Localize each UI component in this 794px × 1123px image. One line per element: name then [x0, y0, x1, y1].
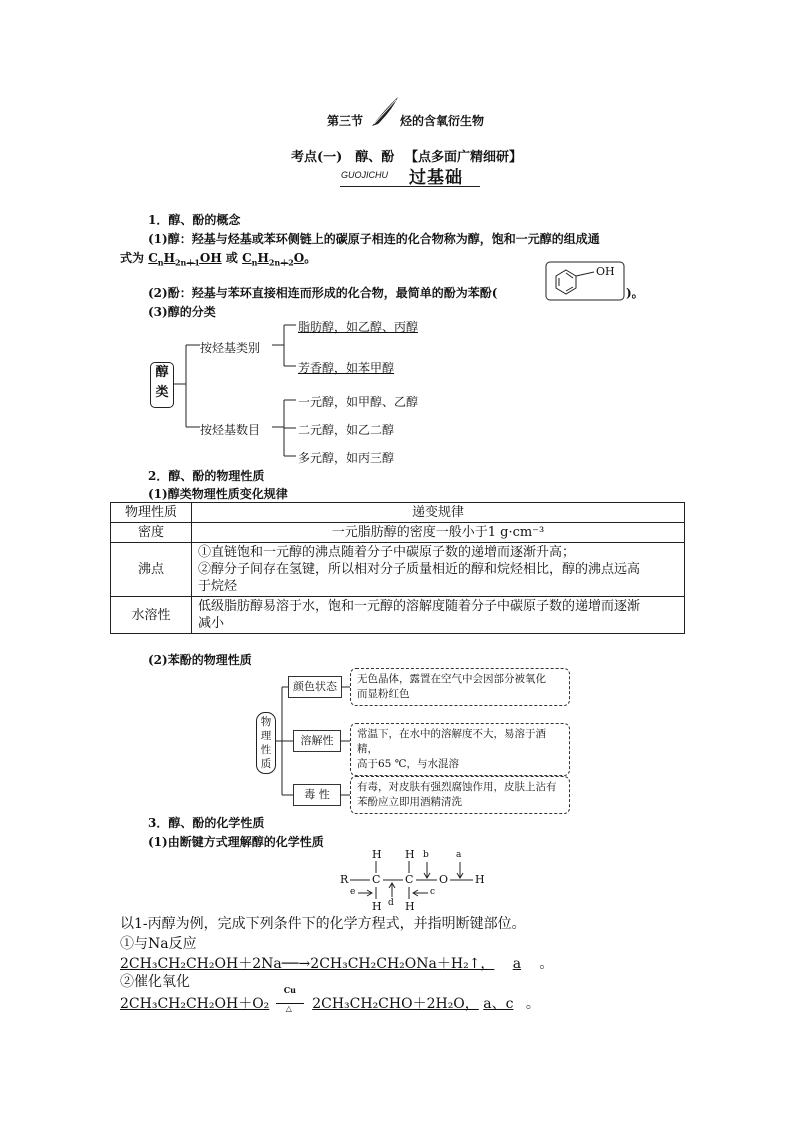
s3-sub1: (1)由断键方式理解醇的化学性质 [148, 835, 324, 849]
table-cell: 沸点 [111, 543, 192, 597]
s1-p1b: 式为 $C_nH_{2n+1}OH$ 或 $C_nH_{2n+2}O$。 [120, 251, 317, 268]
bond-label-e: e [350, 887, 356, 897]
tree-leaf-aromatic: 芳香醇，如苯甲醇 [298, 361, 395, 375]
header-rule [340, 186, 480, 187]
tree-leaf-poly: 多元醇，如丙三醇 [298, 451, 395, 465]
reaction1-label: ①与Na反应 [120, 936, 197, 952]
phenol-key-color: 颜色状态 [288, 676, 342, 698]
phenol-oh-label: OH [596, 265, 615, 278]
s1-p2: (2)酚：羟基与苯环直接相连而形成的化合物，最简单的酚为苯酚( [148, 286, 498, 300]
s3-heading: 3．醇、酚的化学性质 [148, 816, 265, 830]
tree-leaf-mono: 一元醇，如甲醇、乙醇 [298, 395, 419, 409]
section-number: 第三节 [327, 114, 364, 128]
struct-h-bot2: H [405, 900, 415, 913]
struct-h-bot1: H [372, 900, 382, 913]
table-row [111, 523, 685, 543]
struct-o: O [439, 873, 449, 886]
tree-leaf-aliphatic: 脂肪醇，如乙醇、丙醇 [298, 320, 419, 334]
formula-alcohol-o: $C_nH_{2n+2}O$ [242, 251, 305, 268]
table-header-cell: 递变规律 [192, 503, 685, 523]
s2-sub1: (1)醇类物理性质变化规律 [148, 487, 288, 501]
phenol-value-toxicity: 有毒，对皮肤有强烈腐蚀作用，皮肤上沾有 苯酚应立即用酒精清洗 [350, 776, 570, 814]
table-row [111, 543, 685, 597]
phenol-key-toxicity: 毒 性 [293, 784, 341, 806]
reaction-arrow: Cu △ [274, 997, 308, 1011]
table-cell: ①直链饱和一元醇的沸点随着分子中碳原子数的递增而逐渐升高； ②醇分子间存在氢键，所以相对分子质量相近的醇和烷烃相比，醇的沸点远高 于烷烃 [192, 543, 685, 597]
bond-label-c: c [430, 887, 436, 897]
phenol-value-color: 无色晶体，露置在空气中会因部分被氧化 而显粉红色 [350, 668, 570, 706]
pinyin-label: GUOJICHU [341, 170, 388, 180]
struct-h-o: H [475, 873, 485, 886]
reaction1-equation: 2CH₃CH₂CH₂OH＋2Na──→2CH₃CH₂CH₂ONa＋H₂↑， a 。 [120, 956, 554, 972]
chapter-title: 烃的含氧衍生物 [400, 114, 485, 128]
table-cell: 密度 [111, 523, 192, 543]
s1-p2-end: )。 [626, 286, 644, 300]
struct-c2: C [405, 873, 414, 886]
kaodian-title: 考点(一) 醇、酚 [291, 150, 395, 165]
bond-label-b: b [423, 850, 429, 860]
phenol-value-solubility: 常温下，在水中的溶解度不大，易溶于酒精， 高于65 ℃，与水混溶 [350, 723, 570, 776]
phenol-ring-icon [556, 270, 576, 294]
reaction2-label: ②催化氧化 [120, 974, 190, 990]
table-header-cell: 物理性质 [111, 503, 192, 523]
s1-p1a: (1)醇：羟基与烃基或苯环侧链上的碳原子相连的化合物称为醇，饱和一元醇的组成通 [148, 232, 600, 246]
s2-heading: 2．醇、酚的物理性质 [148, 469, 265, 483]
table-row [111, 597, 685, 634]
phenol-key-solubility: 溶解性 [293, 730, 341, 752]
bond-label-d: d [388, 898, 394, 908]
formula-alcohol-oh: $C_nH_{2n+1}OH$ [148, 251, 222, 268]
bond-label-a: a [456, 850, 462, 860]
table-cell: 一元脂肪醇的密度一般小于1 g·cm⁻³ [192, 523, 685, 543]
s1-heading: 1．醇、酚的概念 [148, 213, 241, 227]
s2-sub2: (2)苯酚的物理性质 [148, 653, 252, 667]
table-cell: 低级脂肪醇易溶于水，饱和一元醇的溶解度随着分子中碳原子数的递增而逐渐 减小 [192, 597, 685, 634]
s3-intro: 以1-丙醇为例，完成下列条件下的化学方程式，并指明断键部位。 [120, 916, 526, 932]
table-header-row [111, 503, 685, 523]
tree-branch-type: 按烃基类别 [200, 341, 261, 355]
s1-p3: (3)醇的分类 [148, 305, 216, 319]
tree-leaf-di: 二元醇，如乙二醇 [298, 423, 395, 437]
reaction2-equation: 2CH₃CH₂CH₂OH＋O₂ Cu △ 2CH₃CH₂CHO＋2H₂O， a、c 。 [120, 985, 540, 1013]
tree-root-alcohol: 醇类 [150, 362, 174, 408]
kaodian-tag: 【点多面广精细研】 [405, 150, 523, 165]
struct-h-top2: H [405, 848, 415, 861]
tree-branch-count: 按烃基数目 [200, 423, 261, 437]
guojichu-label: 过基础 [409, 168, 463, 187]
struct-h-top1: H [372, 848, 382, 861]
alcohol-properties-table [110, 502, 685, 634]
struct-c1: C [372, 873, 381, 886]
phenol-root: 物理性质 [256, 712, 276, 774]
struct-r: R [340, 873, 349, 886]
table-cell: 水溶性 [111, 597, 192, 634]
